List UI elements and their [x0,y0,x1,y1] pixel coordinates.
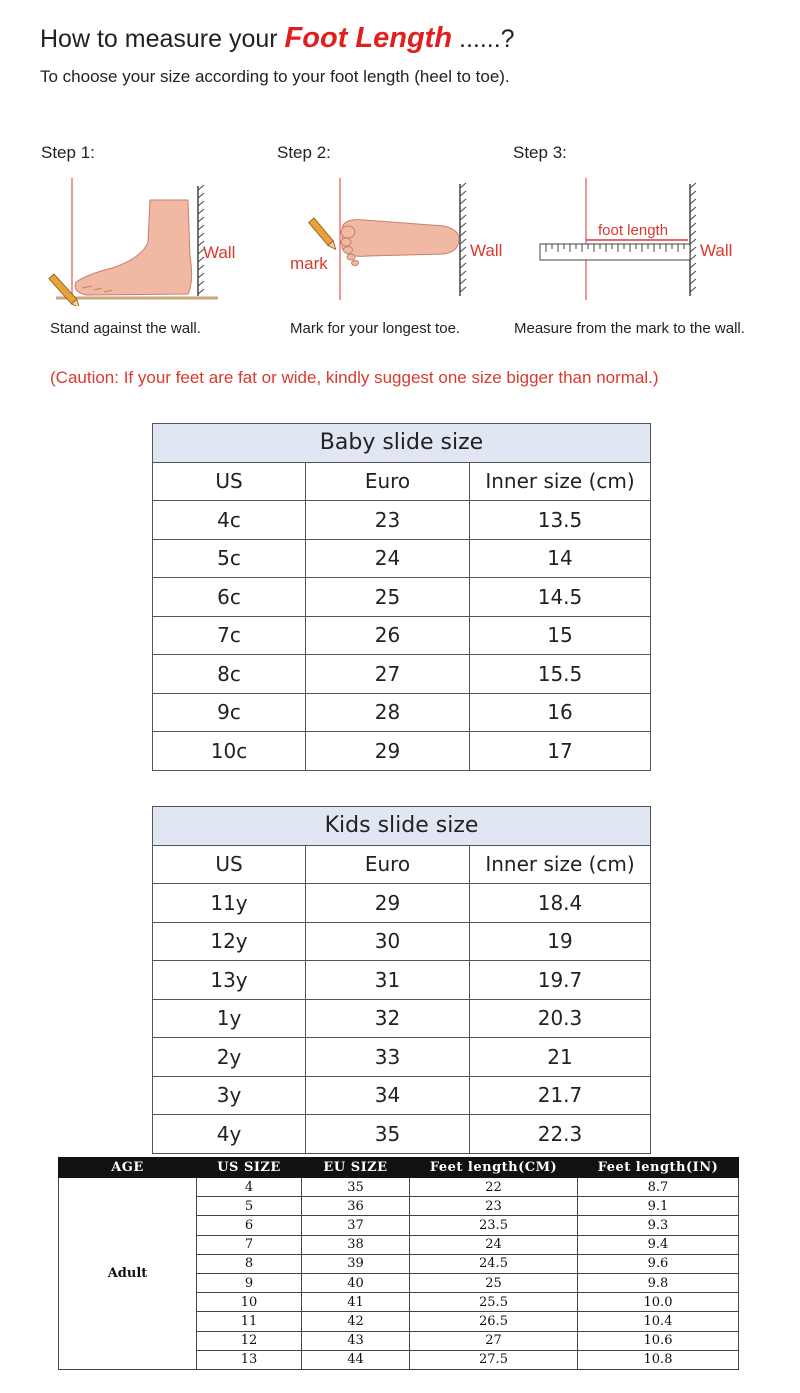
table-cell: 13.5 [470,501,651,540]
table-cell: 11 [197,1312,302,1331]
table-cell: 42 [302,1312,410,1331]
table-cell: 9 [197,1273,302,1292]
baby-table-title: Baby slide size [153,424,651,463]
kids-header-us: US [153,845,306,884]
table-cell: 3y [153,1076,306,1115]
table-cell: 17 [470,732,651,771]
kids-table-title: Kids slide size [153,807,651,846]
table-cell: 9.8 [578,1273,739,1292]
step-3-caption: Measure from the mark to the wall. [514,320,745,337]
step-1-wall-label: Wall [203,243,236,262]
table-row [153,1115,651,1154]
table-cell: 10c [153,732,306,771]
foot-side-shape [75,200,191,295]
step-1-illustration [38,178,238,306]
table-cell: 24.5 [410,1254,578,1273]
table-row [153,732,651,771]
table-cell: 24 [410,1235,578,1254]
table-cell: 25 [306,578,470,617]
table-row [153,616,651,655]
table-row [153,539,651,578]
table-cell: 9.4 [578,1235,739,1254]
table-cell: 4c [153,501,306,540]
table-cell: 7c [153,616,306,655]
age-cell: Adult [59,1178,197,1370]
table-cell: 44 [302,1350,410,1369]
step-2-label: Step 2: [277,143,331,162]
table-cell: 10.0 [578,1293,739,1312]
table-cell: 35 [302,1178,410,1197]
adult-size-table [58,1157,739,1370]
table-cell: 34 [306,1076,470,1115]
step-3-length-label: foot length [598,222,669,239]
table-cell: 9.6 [578,1254,739,1273]
table-cell: 27.5 [410,1350,578,1369]
table-cell: 25.5 [410,1293,578,1312]
table-cell: 27 [410,1331,578,1350]
table-cell: 13 [197,1350,302,1369]
baby-header-us: US [153,462,306,501]
table-cell: 33 [306,1038,470,1077]
table-cell: 9.3 [578,1216,739,1235]
table-cell: 9c [153,693,306,732]
table-cell: 26 [306,616,470,655]
table-cell: 13y [153,961,306,1000]
table-row [153,884,651,923]
table-cell: 11y [153,884,306,923]
table-cell: 1y [153,999,306,1038]
adult-header-us-size: US SIZE [197,1158,302,1178]
table-cell: 31 [306,961,470,1000]
table-cell: 8c [153,655,306,694]
table-cell: 10.4 [578,1312,739,1331]
table-row [59,1178,739,1197]
table-cell: 37 [302,1216,410,1235]
table-cell: 39 [302,1254,410,1273]
page-title [40,22,515,55]
table-cell: 43 [302,1331,410,1350]
table-cell: 5c [153,539,306,578]
table-cell: 35 [306,1115,470,1154]
wall-hatch [460,183,466,292]
table-cell: 29 [306,884,470,923]
table-cell: 6c [153,578,306,617]
table-cell: 22.3 [470,1115,651,1154]
ruler-icon [540,244,690,260]
table-cell: 14.5 [470,578,651,617]
adult-header-feet-cm: Feet length(CM) [410,1158,578,1178]
table-cell: 9.1 [578,1197,739,1216]
table-cell: 19.7 [470,961,651,1000]
wall-hatch [690,183,696,292]
table-cell: 23 [410,1197,578,1216]
table-cell: 2y [153,1038,306,1077]
caution-note: (Caution: If your feet are fat or wide, kindly suggest one size bigger than normal.) [50,368,659,387]
table-row [153,1038,651,1077]
step-3-label: Step 3: [513,143,567,162]
table-row [153,922,651,961]
step-3-wall-label: Wall [700,241,733,260]
table-cell: 16 [470,693,651,732]
table-row [153,693,651,732]
kids-size-table [152,806,651,1154]
step-1-caption: Stand against the wall. [50,320,201,337]
foot-top-shape [342,220,459,257]
baby-header-euro: Euro [306,462,470,501]
table-cell: 21 [470,1038,651,1077]
title-suffix: ......? [452,25,515,53]
adult-header-age: AGE [59,1158,197,1178]
table-cell: 26.5 [410,1312,578,1331]
table-cell: 36 [302,1197,410,1216]
table-cell: 4y [153,1115,306,1154]
kids-header-euro: Euro [306,845,470,884]
table-row [153,501,651,540]
adult-header-feet-in: Feet length(IN) [578,1158,739,1178]
table-cell: 23.5 [410,1216,578,1235]
table-cell: 18.4 [470,884,651,923]
adult-header-eu-size: EU SIZE [302,1158,410,1178]
table-row [153,961,651,1000]
table-cell: 38 [302,1235,410,1254]
table-cell: 5 [197,1197,302,1216]
table-cell: 10.8 [578,1350,739,1369]
title-accent: Foot Length [284,22,453,54]
table-cell: 15.5 [470,655,651,694]
table-row [153,1076,651,1115]
table-cell: 30 [306,922,470,961]
table-cell: 4 [197,1178,302,1197]
table-cell: 7 [197,1235,302,1254]
table-cell: 12 [197,1331,302,1350]
table-cell: 25 [410,1273,578,1292]
table-row [153,578,651,617]
table-cell: 28 [306,693,470,732]
table-cell: 6 [197,1216,302,1235]
baby-header-inner: Inner size (cm) [470,462,651,501]
table-cell: 8.7 [578,1178,739,1197]
step-2-caption: Mark for your longest toe. [290,320,461,337]
table-row [153,999,651,1038]
table-cell: 32 [306,999,470,1038]
step-2-illustration [284,178,484,306]
table-cell: 10 [197,1293,302,1312]
table-cell: 41 [302,1293,410,1312]
table-cell: 19 [470,922,651,961]
page-subtitle: To choose your size according to your foot length (heel to toe). [40,67,510,86]
step-2-wall-label: Wall [470,241,503,260]
table-cell: 27 [306,655,470,694]
table-cell: 24 [306,539,470,578]
step-1-label: Step 1: [41,143,95,162]
baby-size-table [152,423,651,771]
table-cell: 20.3 [470,999,651,1038]
table-cell: 10.6 [578,1331,739,1350]
step-2-mark-label: mark [290,254,328,273]
table-cell: 29 [306,732,470,771]
table-cell: 21.7 [470,1076,651,1115]
table-cell: 23 [306,501,470,540]
table-cell: 8 [197,1254,302,1273]
table-cell: 12y [153,922,306,961]
step-3-illustration [520,178,720,306]
table-cell: 22 [410,1178,578,1197]
kids-header-inner: Inner size (cm) [470,845,651,884]
table-row [153,655,651,694]
table-cell: 40 [302,1273,410,1292]
wall-hatch [198,185,204,294]
title-prefix: How to measure your [40,25,285,53]
table-cell: 15 [470,616,651,655]
table-cell: 14 [470,539,651,578]
pencil-icon [309,218,339,252]
